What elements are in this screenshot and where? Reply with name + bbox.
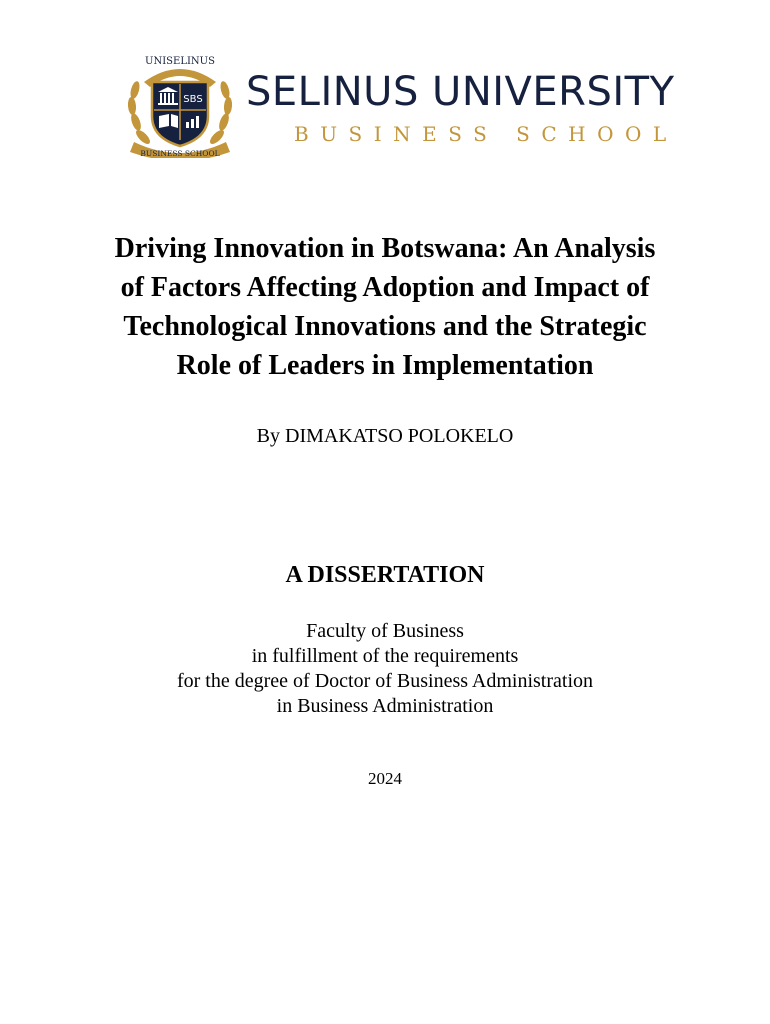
university-seal-icon: [122, 52, 238, 158]
seal-ribbon-text: BUSINESS SCHOOL: [140, 149, 220, 158]
document-type: A DISSERTATION: [285, 562, 485, 588]
detail-line: in fulfillment of the requirements: [251, 645, 519, 667]
title-line: Role of Leaders in Implementation: [176, 350, 594, 381]
year: 2024: [368, 769, 402, 788]
title-line: Technological Innovations and the Strategic: [123, 311, 647, 342]
author-line: By DIMAKATSO POLOKELO: [256, 425, 514, 447]
detail-line: for the degree of Doctor of Business Administration: [176, 670, 594, 692]
university-name: SELINUS UNIVERSITY: [246, 69, 675, 115]
school-name: BUSINESS SCHOOL: [294, 122, 678, 146]
title-line: Driving Innovation in Botswana: An Analysis: [114, 233, 656, 264]
title-line: of Factors Affecting Adoption and Impact of: [120, 272, 650, 303]
dissertation-title: [40, 229, 730, 385]
university-logo: [122, 52, 702, 162]
detail-line: in Business Administration: [276, 695, 494, 717]
degree-details: [0, 619, 770, 719]
seal-arc-text: UNISELINUS: [145, 56, 215, 67]
detail-line: Faculty of Business: [306, 620, 464, 642]
seal-shield-text: SBS: [183, 94, 203, 105]
university-wordmark: [246, 70, 696, 146]
